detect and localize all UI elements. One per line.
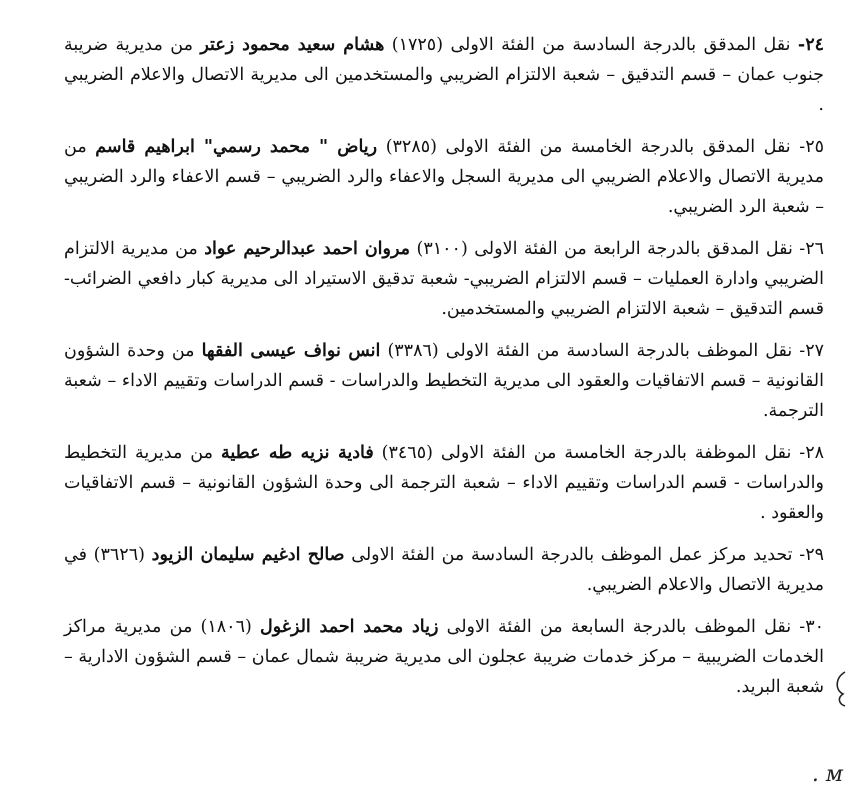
employee-name: هشام سعيد محمود زعتر <box>200 35 385 55</box>
employee-name: مروان احمد عبدالرحيم عواد <box>204 239 411 259</box>
item-text-post: من مديرية الاتصال والاعلام الضريبي الى مديرية السجل والاعفاء والرد الضريبي – قسم الاعفاء والرد الضريبي – شعبة الرد الضريبي. <box>64 137 824 217</box>
item-28 <box>64 438 824 528</box>
item-24 <box>64 30 824 120</box>
employee-name: زياد محمد احمد الزغول <box>260 617 439 637</box>
item-text-post: من مديرية الالتزام الضريبي وادارة العمليات – قسم الالتزام الضريبي- شعبة تدقيق الاستيراد الى مديرية كبار دافعي الضرائب- قسم التدقيق – شعبة الالتزام الضريبي والمستخدمين. <box>64 239 824 319</box>
item-30 <box>64 612 824 702</box>
employee-name: انس نواف عيسى الفقها <box>201 341 381 361</box>
item-number: ٢٥- <box>799 137 824 157</box>
item-text-pre: تحديد مركز عمل الموظف بالدرجة السادسة من الفئة الاولى <box>344 545 800 565</box>
item-text-pre: نقل الموظف بالدرجة السابعة من الفئة الاولى <box>438 617 800 637</box>
item-number: ٢٨- <box>799 443 825 463</box>
item-text-pre: نقل المدقق بالدرجة السادسة من الفئة الاولى (١٧٢٥) <box>384 35 798 55</box>
item-text-post: (٣٦٢٦) في مديرية الاتصال والاعلام الضريبي. <box>64 545 824 595</box>
item-number: ٢٧- <box>799 341 825 361</box>
item-25 <box>64 132 824 222</box>
item-text-pre: نقل الموظف بالدرجة السادسة من الفئة الاولى (٣٣٨٦) <box>380 341 800 361</box>
employee-name: صالح ادغيم سليمان الزيود <box>151 545 345 565</box>
item-29 <box>64 540 824 600</box>
item-text-post: من وحدة الشؤون القانونية – قسم الاتفاقيات والعقود الى مديرية التخطيط والدراسات - قسم الدراسات وتقييم الاداء – شعبة الترجمة. <box>64 341 824 421</box>
handwritten-initial: . ᴍ <box>811 762 843 787</box>
item-number: ٢٦- <box>799 239 825 259</box>
item-number: ٢٩- <box>799 545 824 565</box>
document-body <box>64 30 824 714</box>
item-text-pre: نقل المدقق بالدرجة الرابعة من الفئة الاولى (٣١٠٠) <box>410 239 800 259</box>
item-text-post: من مديرية ضريبة جنوب عمان – قسم التدقيق – شعبة الالتزام الضريبي والمستخدمين الى مديرية الاتصال والاعلام الضريبي . <box>64 35 824 115</box>
item-number: ٢٤- <box>797 35 824 55</box>
employee-name: رياض " محمد رسمي" ابراهيم قاسم <box>95 137 378 157</box>
item-27 <box>64 336 824 426</box>
item-26 <box>64 234 824 324</box>
item-text-post: من مديرية التخطيط والدراسات - قسم الدراسات وتقييم الاداء – شعبة الترجمة الى وحدة الشؤون القانونية – قسم الاتفاقيات والعقود . <box>64 443 824 523</box>
item-text-pre: نقل الموظفة بالدرجة الخامسة من الفئة الاولى (٣٤٦٥) <box>373 443 800 463</box>
item-text-post: (١٨٠٦) من مديرية مراكز الخدمات الضريبية – مركز خدمات ضريبة عجلون الى مديرية ضريبة شمال عمان – قسم الشؤون الادارية – شعبة البريد. <box>64 617 824 697</box>
item-text-pre: نقل المدقق بالدرجة الخامسة من الفئة الاولى (٣٢٨٥) <box>377 137 800 157</box>
item-number: ٣٠- <box>799 617 825 637</box>
margin-handwriting-icon <box>833 668 847 708</box>
employee-name: فادية نزيه طه عطية <box>220 443 374 463</box>
